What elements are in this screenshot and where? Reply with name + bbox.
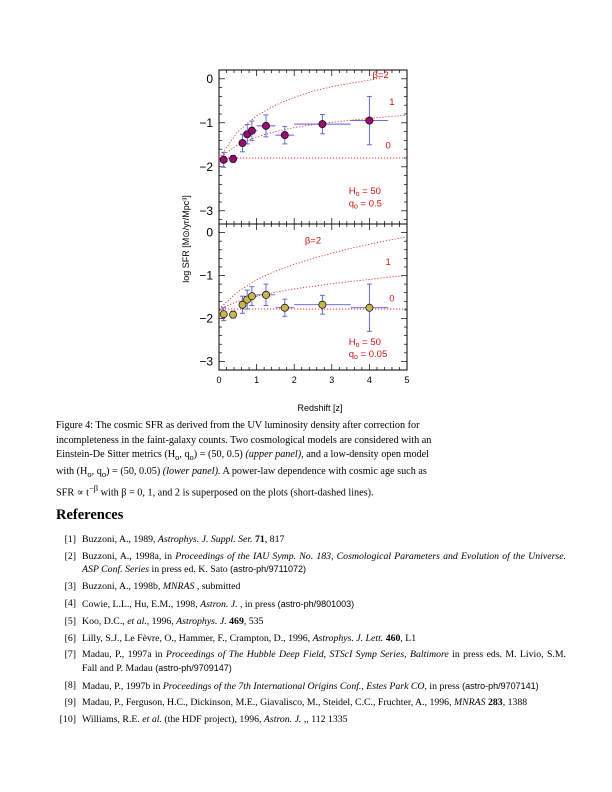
reference-text: , 817 [264, 534, 285, 545]
reference-text: ,, 112 1335 [301, 714, 348, 726]
legend-h0: $H_o = 50$ [348, 186, 381, 199]
x-tick-label: 5 [404, 375, 410, 385]
data-point [319, 121, 326, 128]
caption-text: and a low-density open model [303, 449, 430, 461]
reference-item [56, 697, 566, 710]
reference-number: [5] [64, 615, 76, 627]
reference-item [56, 680, 566, 694]
caption-sub: o [189, 452, 194, 463]
reference-journal: Astrophys. J. Lett. [312, 632, 384, 644]
reference-number: [2] [64, 550, 76, 562]
reference-text: in press ed. K. Sato [149, 564, 231, 576]
reference-text: Madau, P., 1997a in [82, 649, 166, 661]
reference-text: Madau, P., 1997b in [82, 680, 163, 692]
reference-journal: MNRAS [453, 697, 486, 709]
curve-label-beta: β=2 [304, 235, 322, 247]
caption-text: ) = (50, 0.5) [193, 449, 243, 461]
reference-text: Buzzoni, A., 1998a, in [82, 550, 176, 562]
caption-sup: −β [88, 483, 99, 494]
caption-text: incompleteness in the faint-galaxy counts. Two cosmological models are considered with an [56, 434, 432, 446]
data-point [319, 301, 326, 308]
reference-text: Koo, D.C., [82, 615, 128, 627]
figure-caption [56, 419, 566, 501]
x-tick-label: 3 [329, 375, 335, 385]
legend-h0: $H_o = 50$ [348, 337, 381, 350]
caption-text: (lower panel). [162, 465, 221, 477]
reference-text: Williams, R.E. [82, 714, 143, 726]
y-tick-label: −1 [199, 268, 213, 283]
curve-label-one: 1 [385, 256, 391, 268]
x-tick-label: 2 [291, 375, 297, 385]
data-point [220, 311, 227, 318]
caption-text: A power-law dependence with cosmic age such as [220, 465, 427, 477]
caption-text: (upper panel), [245, 449, 304, 461]
curve-label-one: 1 [389, 97, 395, 109]
reference-text: , 1388 [502, 697, 528, 709]
sfr-plot [180, 64, 420, 414]
reference-text: in press [426, 680, 463, 692]
y-tick-label: −2 [199, 311, 213, 326]
reference-volume: 283 [485, 697, 503, 709]
reference-journal: Astron. J. [263, 714, 302, 726]
reference-journal: MNRAS [162, 581, 195, 593]
curve-label-zero: 0 [389, 293, 395, 305]
caption-line [56, 465, 566, 482]
data-point [281, 304, 288, 311]
curve-label-zero: 0 [385, 140, 391, 152]
upper-panel [199, 70, 407, 224]
curve-label-beta: β=2 [372, 69, 389, 81]
reference-item [56, 616, 566, 629]
reference-number: [8] [64, 679, 76, 691]
caption-text: with β = 0, 1, and 2 is superposed on the plots (short-dashed lines). [98, 487, 374, 499]
reference-text: , in press [237, 598, 278, 610]
caption-text: with (H [56, 465, 88, 477]
data-point [262, 122, 269, 129]
reference-item [56, 534, 566, 547]
caption-text: , q [91, 465, 102, 477]
data-point [248, 127, 255, 134]
caption-text: , q [179, 449, 190, 461]
caption-line [56, 434, 566, 449]
reference-journal: Proceedings of the IAU Symp. No. 183, Cosmological Parameters and Evolution of the Universe. ASP Conf. Series [82, 550, 566, 576]
reference-item [56, 633, 566, 646]
reference-item [56, 598, 566, 612]
reference-text: Buzzoni, A., 1998b, [82, 581, 163, 593]
caption-text: Figure 4: The cosmic SFR as derived from the UV luminosity density after correction for [56, 420, 420, 431]
reference-text: (the HDF project), 1996, [161, 714, 264, 726]
reference-volume: 469 [226, 615, 244, 627]
y-tick-label: 0 [206, 225, 213, 240]
y-tick-label: −3 [199, 354, 213, 369]
reference-journal: Proceedings of the 7th International Origins Conf., Estes Park CO, [162, 680, 427, 692]
legend-q0: $q_o = 0.05$ [348, 349, 388, 362]
y-tick-label: −1 [199, 115, 213, 130]
legend-q0: $q_o = 0.5$ [348, 198, 382, 211]
reference-journal: Astrophys. J. Suppl. Ser. [157, 534, 253, 545]
reference-number: [7] [64, 649, 76, 661]
reference-journal: Proceedings of The Hubble Deep Field, STScI Symp Series, Baltimore [165, 649, 449, 661]
reference-number: [6] [64, 632, 76, 644]
caption-sub: o [175, 452, 180, 463]
reference-number: [1] [64, 534, 76, 545]
reference-text: , 535 [243, 615, 264, 627]
caption-text: Einstein-De Sitter metrics (H [56, 449, 176, 461]
reference-text: Cowie, L.L., Hu, E.M., 1998, [82, 598, 201, 610]
x-axis-label: Redshift [z] [297, 403, 343, 413]
data-point [230, 155, 237, 162]
reference-number: [9] [64, 697, 76, 709]
reference-volume: 460 [383, 632, 401, 644]
y-tick-label: −2 [199, 159, 213, 174]
y-axis-label: log SFR [M⊙/yr/Mpc³] [181, 195, 191, 283]
reference-text: Madau, P., Ferguson, H.C., Dickinson, M.E., Giavalisco, M., Steidel, C.C., Fruchter, A., 1996, [82, 697, 454, 709]
reference-arxiv-link[interactable]: (astro-ph/9711072) [230, 564, 307, 575]
reference-text: , submitted [194, 581, 241, 593]
reference-number: [3] [64, 581, 76, 593]
caption-text: ) = (50, 0.05) [106, 465, 161, 477]
caption-line [56, 448, 566, 465]
reference-etal: et al. [127, 615, 147, 627]
data-point [366, 304, 373, 311]
reference-item [56, 581, 566, 594]
reference-item [56, 714, 566, 727]
reference-item [56, 649, 566, 675]
caption-sub: o [101, 468, 107, 479]
reference-arxiv-link[interactable]: (astro-ph/9801003) [277, 598, 355, 609]
reference-number: [10] [59, 714, 76, 726]
reference-arxiv-link[interactable]: (astro-ph/9707141) [462, 680, 539, 691]
caption-line [56, 419, 566, 434]
data-point [262, 291, 269, 298]
reference-number: [4] [64, 597, 76, 609]
x-tick-label: 0 [216, 375, 222, 385]
reference-volume: 71 [252, 534, 265, 545]
reference-text: Buzzoni, A., 1989, [82, 534, 158, 545]
reference-text: , L1 [400, 632, 417, 644]
reference-etal: et al. [142, 714, 162, 726]
lower-panel [199, 224, 409, 385]
data-point [230, 311, 237, 318]
caption-line [56, 481, 566, 501]
reference-text: in press eds. M. Livio, S.M. Fall and P. Madau [82, 649, 567, 674]
reference-text: , 1996, [146, 615, 177, 627]
y-tick-label: −3 [199, 203, 213, 218]
data-point [239, 139, 246, 146]
caption-sub: o [87, 468, 92, 479]
reference-journal: Astron. J. [200, 598, 238, 610]
reference-arxiv-link[interactable]: (astro-ph/9709147) [155, 662, 232, 673]
data-point [366, 117, 373, 124]
data-point [281, 132, 288, 139]
y-tick-label: 0 [206, 71, 213, 86]
caption-text: SFR ∝ t [56, 487, 89, 499]
sfr-figure [180, 64, 420, 414]
reference-text: Lilly, S.J., Le Fèvre, O., Hammer, F., Crampton, D., 1996, [82, 632, 313, 644]
data-point [220, 156, 227, 163]
x-tick-label: 4 [366, 375, 372, 385]
reference-item [56, 551, 566, 577]
references-list [56, 534, 566, 731]
x-tick-label: 1 [254, 375, 260, 385]
references-heading: References [56, 507, 124, 523]
data-point [248, 293, 255, 300]
reference-journal: Astrophys. J. [176, 615, 227, 627]
